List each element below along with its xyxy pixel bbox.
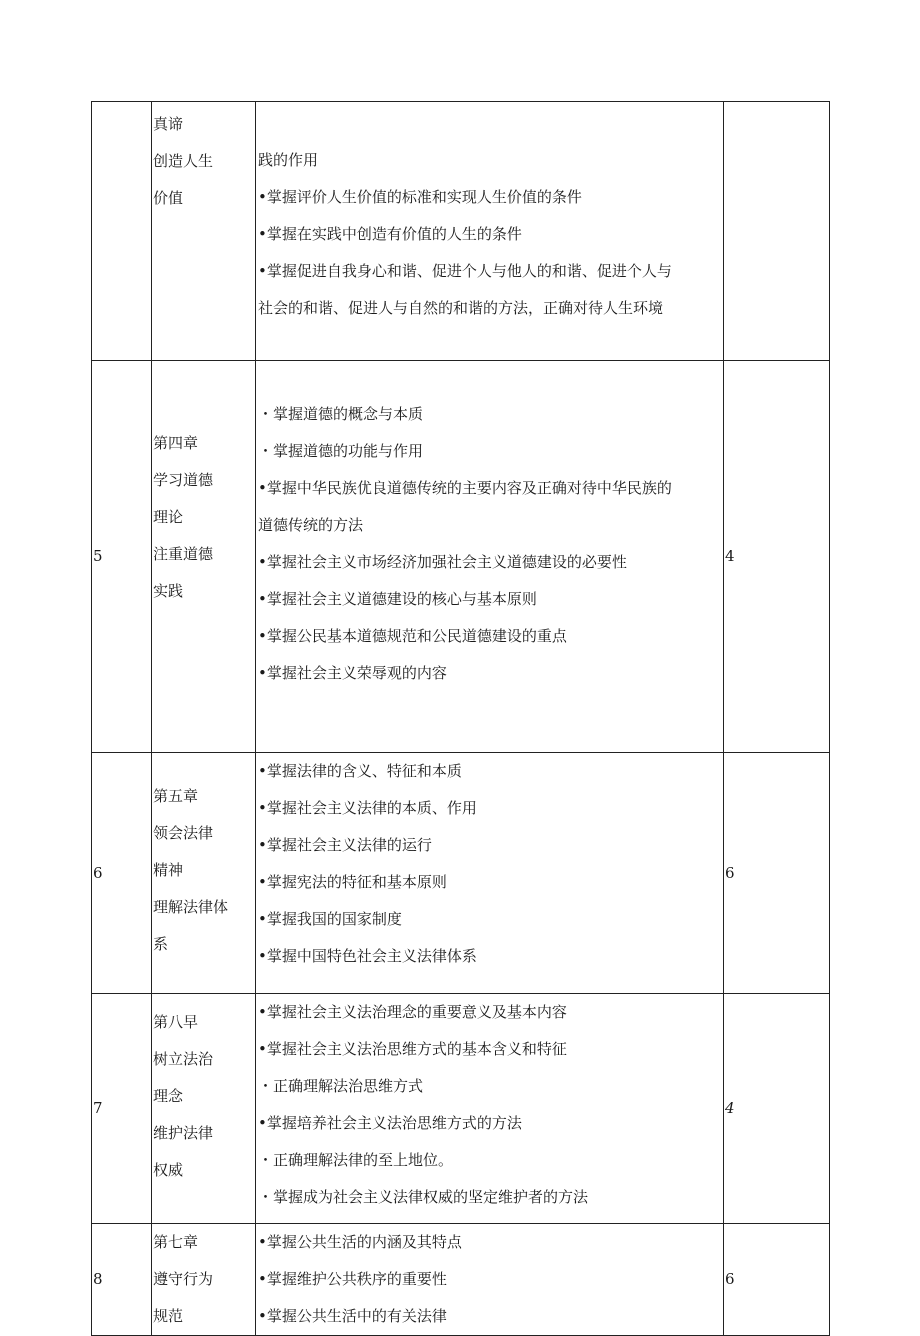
chapter-line: 实践 xyxy=(153,582,184,600)
chapter-line: 理解法律体 xyxy=(153,898,229,916)
objective-line: •掌握公共生活中的有关法律 xyxy=(258,1307,447,1325)
objective-line: •掌握社会主义法律的运行 xyxy=(258,836,432,854)
table-row xyxy=(92,994,830,1224)
row-number: 8 xyxy=(92,1224,152,1336)
chapter-line: 遵守行为 xyxy=(153,1270,214,1288)
chapter-line: 理念 xyxy=(153,1087,184,1105)
table-row xyxy=(92,361,830,753)
chapter-line: 规范 xyxy=(153,1307,184,1325)
learning-objectives xyxy=(256,102,724,361)
learning-objectives xyxy=(256,753,724,994)
objective-line: •掌握宪法的特征和基本原则 xyxy=(258,873,447,891)
syllabus-table xyxy=(91,101,830,1336)
row-number: 7 xyxy=(92,994,152,1224)
objective-line: •掌握社会主义法治理念的重要意义及基本内容 xyxy=(258,1003,567,1021)
chapter-line: 系 xyxy=(153,935,169,953)
chapter-line: 第五章 xyxy=(153,787,199,805)
chapter-title xyxy=(152,753,256,994)
learning-objectives xyxy=(256,361,724,753)
objective-line: •掌握培养社会主义法治思维方式的方法 xyxy=(258,1114,522,1132)
chapter-line: 精神 xyxy=(153,861,184,879)
objective-line: •掌握中国特色社会主义法律体系 xyxy=(258,947,477,965)
objective-line: •掌握促进自我身心和谐、促进个人与他人的和谐、促进个人与 xyxy=(258,262,672,280)
table-row xyxy=(92,753,830,994)
objective-line: •掌握法律的含义、特征和本质 xyxy=(258,762,462,780)
chapter-line: 维护法律 xyxy=(153,1124,214,1142)
chapter-title xyxy=(152,1224,256,1336)
objective-line: •掌握社会主义市场经济加强社会主义道德建设的必要性 xyxy=(258,553,627,571)
chapter-line: 真谛 xyxy=(153,115,184,133)
chapter-line: 树立法治 xyxy=(153,1050,214,1068)
objective-line: •掌握公共生活的内涵及其特点 xyxy=(258,1233,462,1251)
chapter-title xyxy=(152,994,256,1224)
table-row xyxy=(92,1224,830,1336)
class-hours: 4 xyxy=(724,994,830,1224)
objective-line: •掌握社会主义法治思维方式的基本含义和特征 xyxy=(258,1040,567,1058)
objective-line: ・正确理解法律的至上地位。 xyxy=(258,1151,454,1169)
class-hours: 6 xyxy=(724,753,830,994)
objective-line: •掌握社会主义法律的本质、作用 xyxy=(258,799,477,817)
class-hours: 6 xyxy=(724,1224,830,1336)
objective-line: •掌握维护公共秩序的重要性 xyxy=(258,1270,447,1288)
objective-line: •掌握在实践中创造有价值的人生的条件 xyxy=(258,225,522,243)
chapter-line: 领会法律 xyxy=(153,824,214,842)
chapter-line: 注重道德 xyxy=(153,545,214,563)
chapter-line: 权威 xyxy=(153,1161,184,1179)
class-hours: 4 xyxy=(724,361,830,753)
objective-line: 践的作用 xyxy=(258,151,319,169)
chapter-line: 第四章 xyxy=(153,434,199,452)
learning-objectives xyxy=(256,1224,724,1336)
objective-line: •掌握社会主义道德建设的核心与基本原则 xyxy=(258,590,537,608)
objective-line: •掌握社会主义荣辱观的内容 xyxy=(258,664,447,682)
chapter-line: 学习道德 xyxy=(153,471,214,489)
chapter-line: 价值 xyxy=(153,189,184,207)
table-row xyxy=(92,102,830,361)
objective-line: ・掌握道德的概念与本质 xyxy=(258,405,424,423)
chapter-line: 理论 xyxy=(153,508,184,526)
chapter-line: 第七章 xyxy=(153,1233,199,1251)
objective-line: •掌握公民基本道德规范和公民道德建设的重点 xyxy=(258,627,567,645)
row-number: 6 xyxy=(92,753,152,994)
objective-line: •掌握评价人生价值的标准和实现人生价值的条件 xyxy=(258,188,582,206)
chapter-title xyxy=(152,361,256,753)
objective-line: •掌握中华民族优良道德传统的主要内容及正确对待中华民族的 xyxy=(258,479,672,497)
objective-line: ・掌握道德的功能与作用 xyxy=(258,442,424,460)
class-hours xyxy=(724,102,830,361)
chapter-title xyxy=(152,102,256,361)
objective-line: ・正确理解法治思维方式 xyxy=(258,1077,424,1095)
objective-line: 道德传统的方法 xyxy=(258,516,364,534)
chapter-line: 创造人生 xyxy=(153,152,214,170)
learning-objectives xyxy=(256,994,724,1224)
objective-line: •掌握我国的国家制度 xyxy=(258,910,402,928)
objective-line: ・掌握成为社会主义法律权威的坚定维护者的方法 xyxy=(258,1188,589,1206)
row-number xyxy=(92,102,152,361)
row-number: 5 xyxy=(92,361,152,753)
objective-line: 社会的和谐、促进人与自然的和谐的方法，正确对待人生环境 xyxy=(258,299,664,317)
chapter-line: 第八早 xyxy=(153,1013,199,1031)
